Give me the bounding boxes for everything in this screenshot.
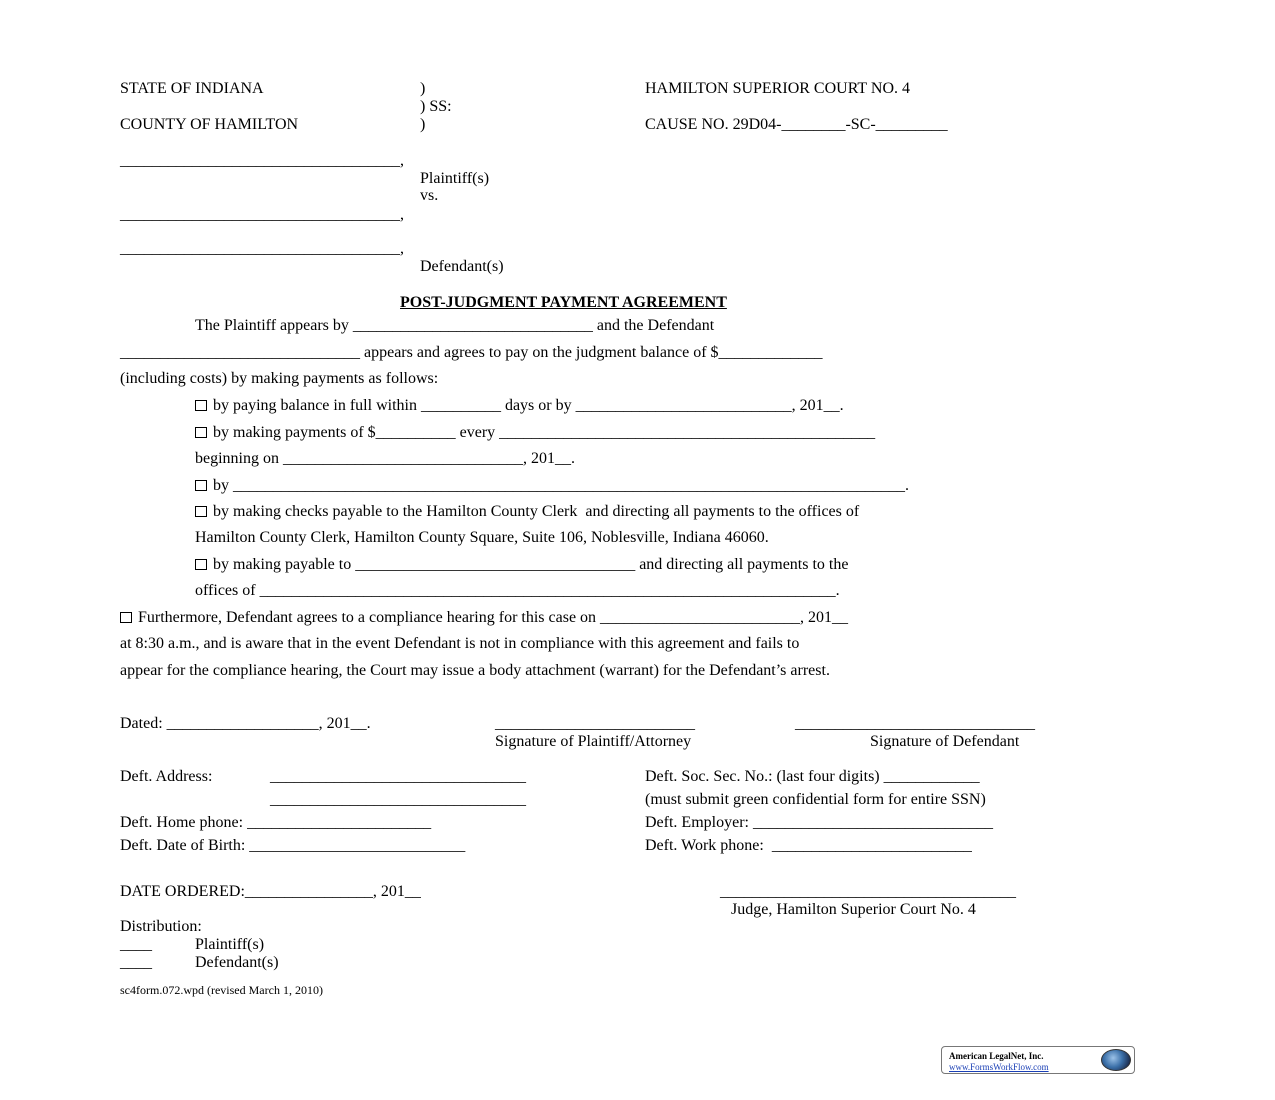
option-installments[interactable] [195, 425, 875, 441]
form-id: sc4form.072.wpd (revised March 1, 2010) [120, 983, 323, 997]
address-label: Deft. Address: [120, 768, 213, 785]
logo-name: American LegalNet, Inc. [949, 1051, 1044, 1061]
distribution-plaintiff: Plaintiff(s) [195, 936, 265, 953]
defendant-label: Defendant(s) [420, 258, 504, 275]
date-of-birth-field[interactable]: Deft. Date of Birth: ___________________________ [120, 837, 466, 854]
checkbox[interactable] [195, 559, 207, 570]
body-line: ______________________________ appears and agrees to pay on the judgment balance of $_____________ [120, 344, 823, 361]
option-other[interactable] [195, 478, 909, 494]
caption-paren: ) [420, 116, 426, 133]
defendant-name-field[interactable]: ___________________________________, [120, 206, 404, 223]
distribution-defendant: Defendant(s) [195, 954, 279, 971]
address-field[interactable]: ________________________________ [270, 768, 526, 785]
option-text: by making payable to ___________________________________ and directing all payments to the [213, 556, 849, 573]
checkbox[interactable] [120, 612, 132, 623]
dated-field[interactable]: Dated: ___________________, 201__. [120, 715, 371, 732]
distribution-label: Distribution: [120, 918, 202, 935]
legalnet-logo[interactable] [941, 1046, 1135, 1074]
caption-ss: ) SS: [420, 98, 452, 115]
option-payable-to[interactable] [195, 557, 848, 573]
option-pay-in-full[interactable] [195, 398, 844, 414]
defendant-signature-field[interactable]: ______________________________ [795, 715, 1035, 732]
body-line: The Plaintiff appears by ______________________________ and the Defendant [195, 317, 715, 334]
option-text: by paying balance in full within __________ days or by ___________________________, 201__. [213, 397, 844, 414]
home-phone-field[interactable]: Deft. Home phone: _______________________ [120, 814, 432, 831]
date-ordered-field[interactable]: DATE ORDERED:________________, 201__ [120, 883, 421, 900]
address-field[interactable]: ________________________________ [270, 791, 526, 808]
defendant-name-field[interactable]: ___________________________________, [120, 240, 404, 257]
ssn-field[interactable]: Deft. Soc. Sec. No.: (last four digits) ____________ [645, 768, 980, 785]
versus-label: vs. [420, 187, 439, 204]
employer-field[interactable]: Deft. Employer: ______________________________ [645, 814, 993, 831]
option-text: by making checks payable to the Hamilton County Clerk and directing all payments to the offices of [213, 503, 860, 520]
checkbox[interactable] [195, 480, 207, 491]
court-name: HAMILTON SUPERIOR COURT NO. 4 [645, 80, 910, 97]
document-title: POST-JUDGMENT PAYMENT AGREEMENT [400, 294, 727, 311]
logo-url[interactable]: www.FormsWorkFlow.com [949, 1062, 1049, 1072]
state-label: STATE OF INDIANA [120, 80, 264, 97]
cause-number-field[interactable]: CAUSE NO. 29D04-________-SC-_________ [645, 116, 948, 133]
work-phone-field[interactable]: Deft. Work phone: _________________________ [645, 837, 972, 854]
option-text: Hamilton County Clerk, Hamilton County Square, Suite 106, Noblesville, Indiana 46060. [195, 529, 769, 546]
plaintiff-signature-field[interactable]: _________________________ [495, 715, 695, 732]
option-text: beginning on ______________________________, 201__. [195, 450, 575, 467]
judge-signature-field[interactable]: _____________________________________ [720, 883, 1016, 900]
checkbox[interactable] [195, 400, 207, 411]
compliance-text: Furthermore, Defendant agrees to a compliance hearing for this case on _________________________, 201__ [138, 609, 849, 626]
compliance-hearing-option[interactable] [120, 610, 848, 626]
option-text: by making payments of $__________ every _______________________________________________ [213, 424, 876, 441]
county-label: COUNTY OF HAMILTON [120, 116, 299, 133]
distribution-blank[interactable]: ____ [120, 936, 152, 953]
distribution-blank[interactable]: ____ [120, 954, 152, 971]
globe-icon [1101, 1049, 1131, 1071]
compliance-text: at 8:30 a.m., and is aware that in the event Defendant is not in compliance with this agreement and fails to [120, 635, 800, 652]
compliance-text: appear for the compliance hearing, the Court may issue a body attachment (warrant) for the Defendant’s arrest. [120, 662, 830, 679]
option-clerk-checks[interactable] [195, 504, 859, 520]
plaintiff-label: Plaintiff(s) [420, 170, 490, 187]
checkbox[interactable] [195, 427, 207, 438]
judge-label: Judge, Hamilton Superior Court No. 4 [731, 901, 976, 918]
checkbox[interactable] [195, 506, 207, 517]
defendant-signature-label: Signature of Defendant [870, 733, 1020, 750]
ssn-note: (must submit green confidential form for entire SSN) [645, 791, 986, 808]
option-text: by ____________________________________________________________________________________. [213, 477, 909, 494]
body-line: (including costs) by making payments as follows: [120, 370, 439, 387]
option-text: offices of ________________________________________________________________________. [195, 582, 840, 599]
caption-paren: ) [420, 80, 426, 97]
plaintiff-name-field[interactable]: ___________________________________, [120, 152, 404, 169]
plaintiff-signature-label: Signature of Plaintiff/Attorney [495, 733, 692, 750]
